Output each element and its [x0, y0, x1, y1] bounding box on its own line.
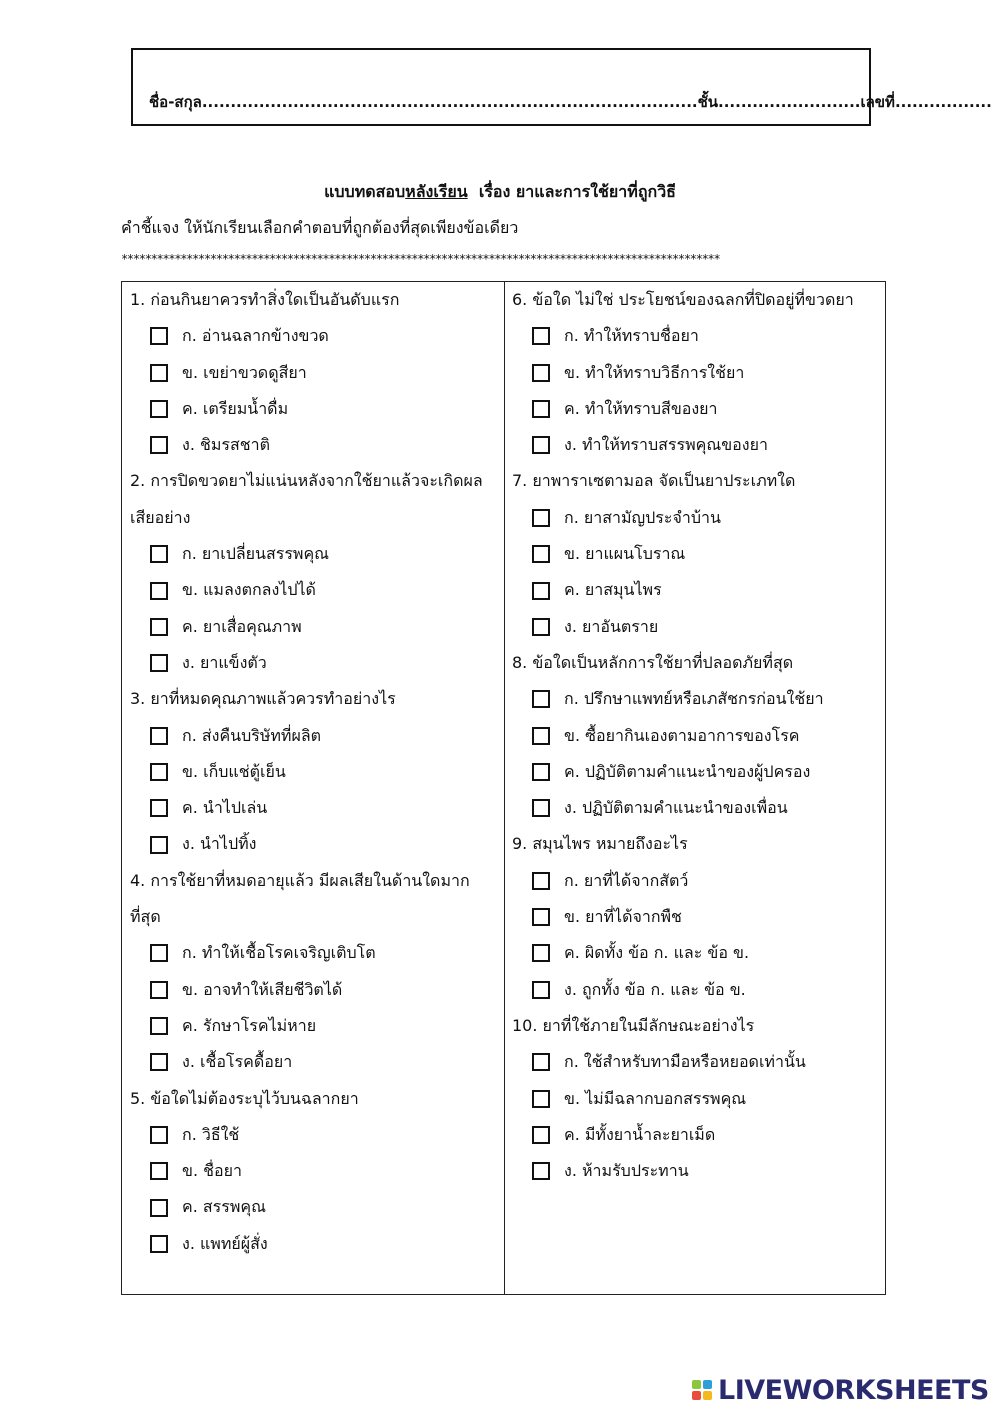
answer-option[interactable]: [130, 718, 500, 754]
checkbox[interactable]: [150, 654, 168, 672]
option-label: ง. ชิมรสชาติ: [182, 435, 270, 455]
option-label: ก. อ่านฉลากข้างขวด: [182, 326, 329, 346]
liveworksheets-logo-icon: [692, 1376, 714, 1404]
option-label: ก. ทำให้เชื้อโรคเจริญเติบโต: [182, 943, 376, 963]
question-text: 7. ยาพาราเซตามอล จัดเป็นยาประเภทใด: [512, 471, 796, 491]
answer-option[interactable]: [130, 935, 500, 971]
answer-option[interactable]: [512, 427, 882, 463]
answer-option[interactable]: [130, 972, 500, 1008]
answer-option[interactable]: [512, 790, 882, 826]
answer-option[interactable]: [130, 427, 500, 463]
question-text: 3. ยาที่หมดคุณภาพแล้วควรทำอย่างไร: [130, 689, 396, 709]
answer-option[interactable]: [512, 863, 882, 899]
checkbox[interactable]: [150, 1017, 168, 1035]
checkbox[interactable]: [150, 327, 168, 345]
left-question-column: [130, 282, 500, 1262]
checkbox[interactable]: [532, 872, 550, 890]
option-label: ค. ผิดทั้ง ข้อ ก. และ ข้อ ข.: [564, 943, 750, 963]
question-table: [121, 281, 886, 1295]
answer-option[interactable]: [130, 1226, 500, 1262]
option-label: ง. ยาแข็งตัว: [182, 652, 267, 672]
checkbox[interactable]: [532, 727, 550, 745]
answer-option[interactable]: [512, 1081, 882, 1117]
answer-option[interactable]: [130, 355, 500, 391]
logo-text: LIVEWORKSHEETS: [718, 1374, 989, 1406]
option-label: ค. ทำให้ทราบสีของยา: [564, 398, 718, 418]
answer-option[interactable]: [130, 391, 500, 427]
option-label: ง. ห้ามรับประทาน: [564, 1161, 689, 1181]
checkbox[interactable]: [532, 690, 550, 708]
question-text: 5. ข้อใดไม่ต้องระบุไว้บนฉลากยา: [130, 1088, 359, 1108]
checkbox[interactable]: [150, 727, 168, 745]
option-label: ก. วิธีใช้: [182, 1124, 240, 1144]
option-label: ข. ไม่มีฉลากบอกสรรพคุณ: [564, 1088, 747, 1108]
answer-option[interactable]: [512, 1117, 882, 1153]
option-label: ก. ปรึกษาแพทย์หรือเภสัชกรก่อนใช้ยา: [564, 689, 824, 709]
checkbox[interactable]: [532, 908, 550, 926]
answer-option[interactable]: [130, 1008, 500, 1044]
question-text: 4. การใช้ยาที่หมดอายุแล้ว มีผลเสียในด้านใดมากที่สุด: [130, 870, 470, 927]
checkbox[interactable]: [532, 1090, 550, 1108]
answer-option[interactable]: [512, 572, 882, 608]
option-label: ค. รักษาโรคไม่หาย: [182, 1015, 317, 1035]
checkbox[interactable]: [532, 1126, 550, 1144]
answer-option[interactable]: [512, 318, 882, 354]
checkbox[interactable]: [532, 582, 550, 600]
checkbox[interactable]: [532, 618, 550, 636]
answer-option[interactable]: [512, 935, 882, 971]
answer-option[interactable]: [130, 754, 500, 790]
option-label: ก. ยาเปลี่ยนสรรพคุณ: [182, 544, 330, 564]
answer-option[interactable]: [512, 609, 882, 645]
checkbox[interactable]: [150, 436, 168, 454]
option-label: ค. ปฏิบัติตามคำแนะนำของผู้ปครอง: [564, 761, 811, 781]
checkbox[interactable]: [150, 1162, 168, 1180]
checkbox[interactable]: [532, 327, 550, 345]
question-text: 10. ยาที่ใช้ภายในมีลักษณะอย่างไร: [512, 1015, 755, 1035]
answer-option[interactable]: [512, 899, 882, 935]
page-title: [0, 180, 1000, 205]
checkbox[interactable]: [150, 836, 168, 854]
answer-option[interactable]: [130, 1044, 500, 1080]
checkbox[interactable]: [150, 944, 168, 962]
option-label: ข. ชื่อยา: [182, 1161, 242, 1181]
checkbox[interactable]: [150, 1053, 168, 1071]
checkbox[interactable]: [532, 509, 550, 527]
checkbox[interactable]: [150, 799, 168, 817]
option-label: ข. เขย่าขวดดูสียา: [182, 362, 307, 382]
title-suffix: เรื่อง ยาและการใช้ยาที่ถูกวิธี: [467, 182, 676, 201]
answer-option[interactable]: [130, 645, 500, 681]
option-label: ง. ปฏิบัติตามคำแนะนำของเพื่อน: [564, 798, 788, 818]
title-underlined: หลังเรียน: [405, 182, 468, 201]
answer-option[interactable]: [512, 972, 882, 1008]
option-label: ค. ยาเสื่อคุณภาพ: [182, 616, 302, 636]
option-label: ข. ยาที่ได้จากพืช: [564, 907, 682, 927]
star-separator: *****************************************************************************************************: [121, 252, 720, 266]
option-label: ข. ทำให้ทราบวิธีการใช้ยา: [564, 362, 745, 382]
option-label: ง. ถูกทั้ง ข้อ ก. และ ข้อ ข.: [564, 979, 746, 999]
answer-option[interactable]: [130, 790, 500, 826]
option-label: ก. ยาที่ได้จากสัตว์: [564, 870, 689, 890]
name-class-number-line: ชื่อ-สกุล.......................................................................................ชั้น.........................เลขที่.................: [149, 93, 992, 111]
answer-option[interactable]: [130, 826, 500, 862]
checkbox[interactable]: [532, 799, 550, 817]
answer-option[interactable]: [130, 1153, 500, 1189]
answer-option[interactable]: [512, 754, 882, 790]
option-label: ง. นำไปทิ้ง: [182, 834, 257, 854]
option-label: ง. เชื้อโรคดื้อยา: [182, 1052, 293, 1072]
option-label: ก. ใช้สำหรับทามือหรือหยอดเท่านั้น: [564, 1052, 806, 1072]
right-question-column: [512, 282, 882, 1189]
answer-option[interactable]: [512, 1153, 882, 1189]
checkbox[interactable]: [150, 763, 168, 781]
checkbox[interactable]: [150, 1199, 168, 1217]
title-prefix: แบบทดสอบ: [324, 182, 406, 201]
answer-option[interactable]: [512, 500, 882, 536]
option-label: ง. ทำให้ทราบสรรพคุณของยา: [564, 435, 768, 455]
answer-option[interactable]: [130, 609, 500, 645]
option-label: ง. ยาอันตราย: [564, 616, 659, 636]
option-label: ก. ยาสามัญประจำบ้าน: [564, 507, 721, 527]
answer-option[interactable]: [130, 572, 500, 608]
checkbox[interactable]: [532, 364, 550, 382]
option-label: ข. เก็บแช่ตู้เย็น: [182, 761, 286, 781]
question-text: 8. ข้อใดเป็นหลักการใช้ยาที่ปลอดภัยที่สุด: [512, 652, 794, 672]
checkbox[interactable]: [150, 1126, 168, 1144]
checkbox[interactable]: [150, 364, 168, 382]
checkbox[interactable]: [532, 545, 550, 563]
answer-option[interactable]: [512, 355, 882, 391]
checkbox[interactable]: [532, 763, 550, 781]
checkbox[interactable]: [150, 618, 168, 636]
answer-option[interactable]: [512, 391, 882, 427]
question-text: 9. สมุนไพร หมายถึงอะไร: [512, 834, 688, 854]
option-label: ง. แพทย์ผู้สั่ง: [182, 1233, 268, 1253]
question-text: 1. ก่อนกินยาควรทำสิ่งใดเป็นอันดับแรก: [130, 290, 400, 309]
checkbox[interactable]: [150, 400, 168, 418]
checkbox[interactable]: [532, 400, 550, 418]
answer-option[interactable]: [512, 718, 882, 754]
checkbox[interactable]: [150, 1235, 168, 1253]
option-label: ค. เตรียมน้ำดื่ม: [182, 398, 289, 418]
checkbox[interactable]: [532, 981, 550, 999]
checkbox[interactable]: [532, 1162, 550, 1180]
option-label: ข. ยาแผนโบราณ: [564, 544, 686, 564]
option-label: ค. นำไปเล่น: [182, 798, 268, 818]
option-label: ค. ยาสมุนไพร: [564, 580, 662, 600]
checkbox[interactable]: [150, 582, 168, 600]
option-label: ก. ทำให้ทราบชื่อยา: [564, 326, 699, 346]
checkbox[interactable]: [150, 981, 168, 999]
option-label: ข. แมลงตกลงไปได้: [182, 580, 316, 600]
option-label: ข. ซื้อยากินเองตามอาการของโรค: [564, 725, 800, 745]
answer-option[interactable]: [512, 681, 882, 717]
checkbox[interactable]: [532, 436, 550, 454]
checkbox[interactable]: [532, 944, 550, 962]
question-text: 2. การปิดขวดยาไม่แน่นหลังจากใช้ยาแล้วจะเกิดผลเสียอย่าง: [130, 471, 483, 527]
option-label: ค. มีทั้งยาน้ำละยาเม็ด: [564, 1124, 716, 1144]
liveworksheets-logo: [692, 1372, 989, 1408]
option-label: ข. อาจทำให้เสียชีวิตได้: [182, 979, 343, 999]
instruction-text: คำชี้แจง ให้นักเรียนเลือกคำตอบที่ถูกต้องที่สุดเพียงข้อเดียว: [121, 218, 519, 237]
answer-option[interactable]: [512, 1044, 882, 1080]
option-label: ก. ส่งคืนบริษัทที่ผลิต: [182, 725, 322, 745]
question-text: 6. ข้อใด ไม่ใช่ ประโยชน์ของฉลกที่ปิดอยู่ที่ขวดยา: [512, 290, 854, 309]
answer-option[interactable]: [130, 1117, 500, 1153]
checkbox[interactable]: [532, 1053, 550, 1071]
name-info-box: [131, 48, 992, 126]
column-divider: [504, 282, 505, 1294]
checkbox[interactable]: [150, 545, 168, 563]
answer-option[interactable]: [130, 536, 500, 572]
answer-option[interactable]: [130, 318, 500, 354]
option-label: ค. สรรพคุณ: [182, 1197, 266, 1217]
answer-option[interactable]: [512, 536, 882, 572]
answer-option[interactable]: [130, 1189, 500, 1225]
